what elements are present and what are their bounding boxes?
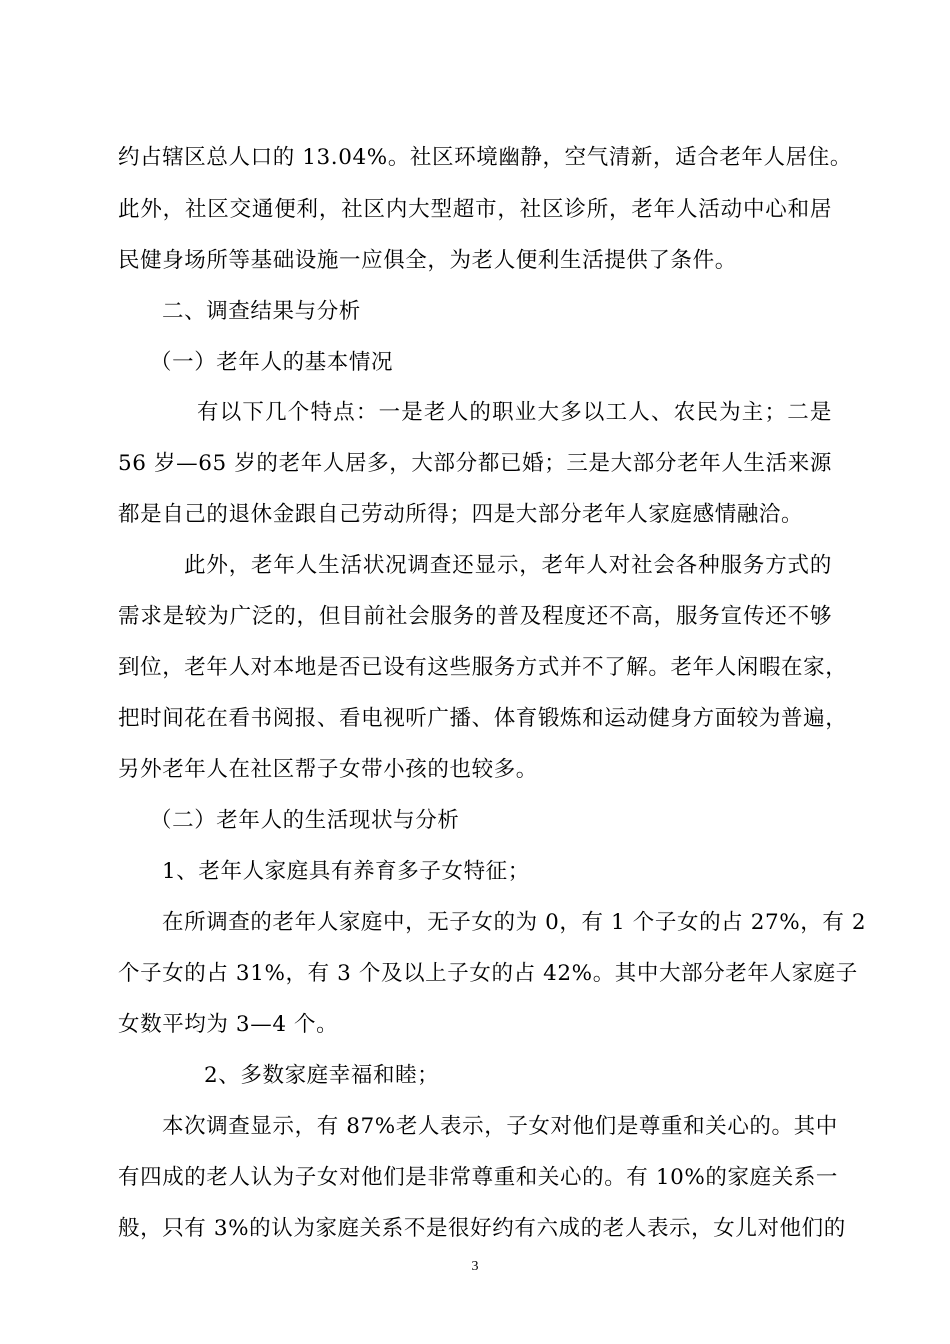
text-line: 民健身场所等基础设施一应俱全，为老人便利生活提供了条件。 <box>118 248 737 273</box>
text-line: 都是自己的退休金跟自己劳动所得；四是大部分老年人家庭感情融洽。 <box>118 502 804 527</box>
text-line: 需求是较为广泛的，但目前社会服务的普及程度还不高，服务宣传还不够 <box>118 604 832 629</box>
text-line: 此外，社区交通便利，社区内大型超市，社区诊所，老年人活动中心和居 <box>118 197 832 222</box>
subsection-heading: （二）老年人的生活现状与分析 <box>150 808 460 833</box>
text-line: 把时间花在看书阅报、看电视听广播、体育锻炼和运动健身方面较为普遍， <box>118 706 848 731</box>
text-line: 有四成的老人认为子女对他们是非常尊重和关心的。有 10%的家庭关系一 <box>118 1165 839 1190</box>
text-line: 有以下几个特点：一是老人的职业大多以工人、农民为主；二是 <box>197 400 832 425</box>
list-heading: 1、老年人家庭具有养育多子女特征； <box>162 859 530 884</box>
text-line: 般，只有 3%的认为家庭关系不是很好约有六成的老人表示，女儿对他们的 <box>118 1216 846 1241</box>
text-line: 此外，老年人生活状况调查还显示，老年人对社会各种服务方式的 <box>184 553 832 578</box>
list-heading: 2、多数家庭幸福和睦； <box>204 1063 440 1088</box>
text-line: 约占辖区总人口的 13.04%。社区环境幽静，空气清新，适合老年人居住。 <box>118 145 852 170</box>
text-line: 女数平均为 3—4 个。 <box>118 1012 339 1037</box>
subsection-heading: （一）老年人的基本情况 <box>150 350 394 375</box>
section-heading: 二、调查结果与分析 <box>162 299 361 324</box>
text-line: 另外老年人在社区帮子女带小孩的也较多。 <box>118 757 538 782</box>
text-line: 到位，老年人对本地是否已设有这些服务方式并不了解。老年人闲暇在家， <box>118 655 848 680</box>
page-number: 3 <box>471 1259 479 1274</box>
text-line: 56 岁—65 岁的老年人居多，大部分都已婚；三是大部分老年人生活来源 <box>118 451 832 476</box>
text-line: 本次调查显示，有 87%老人表示，子女对他们是尊重和关心的。其中 <box>162 1114 838 1139</box>
text-line: 个子女的占 31%，有 3 个及以上子女的占 42%。其中大部分老年人家庭子 <box>118 961 858 986</box>
text-line: 在所调查的老年人家庭中，无子女的为 0，有 1 个子女的占 27%，有 2 <box>162 910 867 935</box>
